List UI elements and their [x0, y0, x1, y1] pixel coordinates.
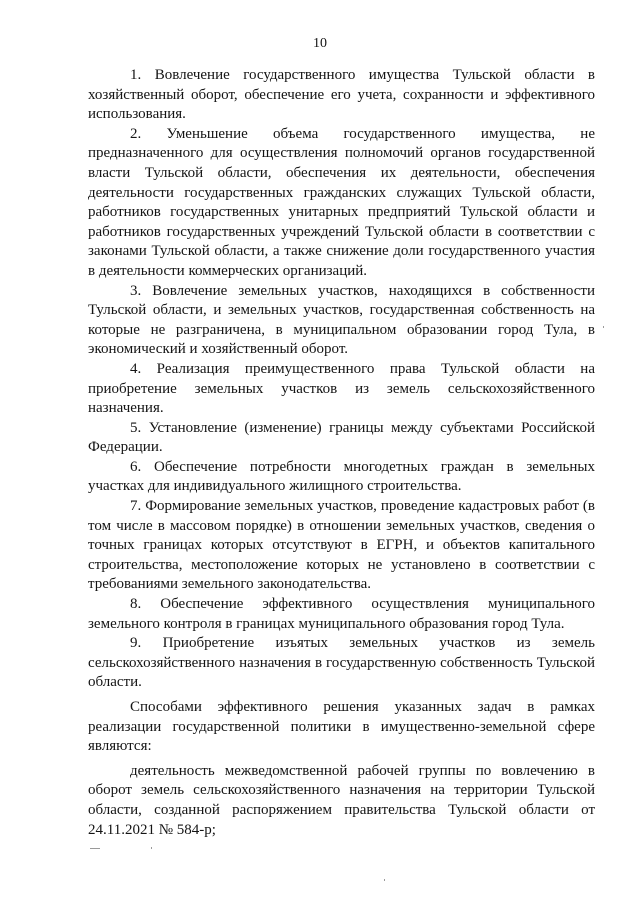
paragraph-task-5: 5. Установление (изменение) границы между субъектами Российской Федерации. — [88, 419, 595, 456]
paragraph-working-group: деятельность межведомственной рабочей группы по вовлечению в оборот земель сельскохозяйственного назначения на территории Тульской области, созданной распоряжением правительства Тульской области от 24.11.2021 № 584-р; — [88, 762, 595, 838]
paragraph-task-7: 7. Формирование земельных участков, проведение кадастровых работ (в том числе в массовом порядке) в отношении земельных участков, сведения о точных границах которых отсутствуют в ЕГРН, и объектов капитального строительства, местоположение которых не установлено в соответствии с требованиями земельного законодательства. — [88, 498, 595, 593]
paragraph-task-9: 9. Приобретение изъятых земельных участков из земель сельскохозяйственного назначения в государственную собственность Тульской области. — [88, 635, 595, 691]
scan-artifact-center — [151, 847, 152, 849]
paragraph-task-3: 3. Вовлечение земельных участков, находящихся в собственности Тульской области, и земельных участков, государственная собственность на которые не разграничена, в муниципальном образовании город Тула, в экономический и хозяйственный оборот. — [88, 282, 595, 358]
paragraph-task-4: 4. Реализация преимущественного права Тульской области на приобретение земельных участков из земель сельскохозяйственного назначения. — [88, 360, 595, 417]
paragraph-task-8: 8. Обеспечение эффективного осуществления муниципального земельного контроля в границах муниципального образования город Тула. — [88, 596, 595, 632]
page-number: 10 — [313, 36, 327, 51]
scan-artifact-left — [90, 848, 100, 849]
paragraph-task-1: 1. Вовлечение государственного имущества Тульской области в хозяйственный оборот, обеспечение его учета, сохранности и эффективного использования. — [88, 67, 595, 123]
paragraph-task-6: 6. Обеспечение потребности многодетных граждан в земельных участках для индивидуального жилищного строительства. — [88, 458, 595, 495]
paragraph-methods-intro: Способами эффективного решения указанных задач в рамках реализации государственной политики в имущественно-земельной сфере являются: — [88, 699, 595, 755]
scan-artifact-bottom — [384, 879, 385, 881]
scan-artifact-right — [603, 326, 604, 328]
paragraph-task-2: 2. Уменьшение объема государственного имущества, не предназначенного для осуществления полномочий органов государственной власти Тульской области, обеспечения их деятельности, обеспечения деятельности государственных гражданских служащих Тульской области, работников государственных унитарных предприятий Тульской области и работников государственных учреждений Тульской области в соответствии с законами Тульской области, а также снижение доли государственного участия в деятельности коммерческих организаций. — [88, 125, 595, 279]
document-body — [88, 66, 595, 840]
